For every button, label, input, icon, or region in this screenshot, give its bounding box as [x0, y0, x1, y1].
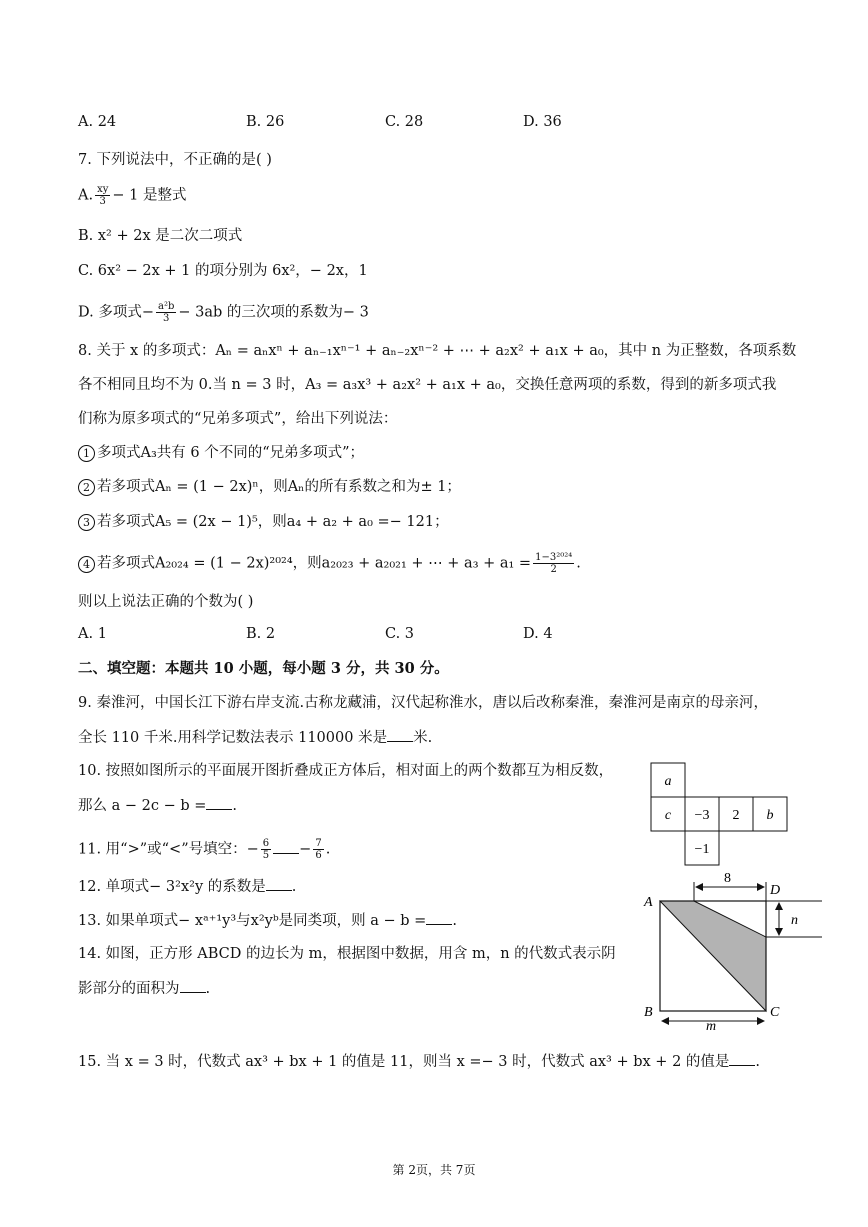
vertex-c-label: C [770, 1005, 780, 1020]
q10-line1: 10. 按照如图所示的平面展开图折叠成正方体后，相对面上的两个数都互为相反数， [78, 763, 614, 779]
dim-m-label: m [706, 1019, 717, 1030]
q9-line2 [78, 727, 432, 748]
q8-statement-2 [78, 477, 461, 497]
net-label-m3: −3 [694, 808, 710, 823]
q7-a-fraction [95, 184, 110, 207]
cube-net-figure [650, 762, 788, 866]
q8-statement-2-text: 若多项式Aₙ = (1 − 2x)ⁿ，则Aₙ的所有系数之和为± 1； [97, 479, 461, 495]
q7-option-d [78, 301, 369, 324]
q11-minus: − [299, 841, 312, 858]
square-abcd-figure [636, 870, 826, 1030]
q11-f2-numerator: 7 [315, 838, 322, 849]
q11-end: . [325, 841, 331, 858]
q8-statement-4-text: 若多项式A₂₀₂₄ = (1 − 2x)²⁰²⁴，则a₂₀₂₃ + a₂₀₂₁ + ⋯ + a₃ + a₁ = [97, 555, 532, 572]
shaded-region [660, 901, 766, 1011]
q7-option-c: C. 6x² − 2x + 1 的项分别为 6x²，− 2x，1 [78, 263, 368, 279]
q14-answer-blank[interactable] [180, 978, 206, 993]
q8-line2: 各不相同且均不为 0.当 n = 3 时，A₃ = a₃x³ + a₂x² + a₁x + a₀，交换任意两项的系数，得到的新多项式我 [78, 377, 777, 393]
q8-statement-4 [78, 552, 581, 575]
circled-number-icon: 3 [78, 514, 95, 531]
q13-answer-blank[interactable] [426, 910, 452, 925]
q7-a-prefix: A. [78, 187, 94, 204]
q9-text: 全长 110 千米.用科学记数法表示 110000 米是 [78, 730, 388, 746]
q9-answer-blank[interactable] [387, 727, 413, 742]
q7-a-numerator: xy [97, 184, 109, 195]
dim-n-label: n [791, 913, 798, 928]
q7-d-prefix: D. 多项式− [78, 304, 154, 321]
q12-answer-blank[interactable] [266, 876, 292, 891]
q7-option-b: B. x² + 2x 是二次二项式 [78, 228, 243, 244]
q11-f1-numerator: 6 [262, 838, 270, 849]
q11 [78, 838, 330, 861]
q7-d-denominator: 3 [162, 313, 170, 324]
net-label-c: c [664, 808, 672, 823]
q8-s4-denominator: 2 [550, 564, 557, 575]
q12 [78, 876, 296, 897]
q8-option-d: D. 4 [523, 626, 553, 642]
circled-number-icon: 2 [78, 479, 95, 496]
q8-s4-fraction [533, 552, 574, 575]
q8-statement-3 [78, 512, 449, 532]
dim-8-label: 8 [724, 871, 731, 886]
q11-fraction-2 [313, 838, 323, 861]
q12-end: . [291, 879, 297, 895]
q15-text: 15. 当 x = 3 时，代数式 ax³ + bx + 1 的值是 11，则当 x =− 3 时，代数式 ax³ + bx + 2 的值是 [78, 1054, 730, 1070]
q8-option-a: A. 1 [78, 626, 107, 642]
q8-option-b: B. 2 [246, 626, 276, 642]
q8-statement-1-text: 多项式A₃共有 6 个不同的“兄弟多项式”； [97, 445, 365, 461]
q8-option-c: C. 3 [385, 626, 415, 642]
q11-f2-denominator: 6 [315, 850, 322, 861]
q8-line1: 8. 关于 x 的多项式：Aₙ = aₙxⁿ + aₙ₋₁xⁿ⁻¹ + aₙ₋₂xⁿ⁻² + ⋯ + a₂x² + a₁x + a₀，其中 n 为正整数，各项系数 [78, 343, 797, 359]
q8-statement-1 [78, 443, 364, 463]
q8-line3: 们称为原多项式的“兄弟多项式”，给出下列说法： [78, 411, 398, 427]
q13-text: 13. 如果单项式− xᵃ⁺¹y³与x²yᵇ是同类项，则 a − b = [78, 913, 427, 929]
q11-fraction-1 [261, 838, 271, 861]
net-label-2: 2 [732, 808, 740, 823]
net-label-m1: −1 [694, 842, 710, 857]
q8-statement-3-text: 若多项式A₅ = (2x − 1)⁵，则a₄ + a₂ + a₀ =− 121； [97, 514, 449, 530]
q13-end: . [452, 913, 457, 929]
q15 [78, 1051, 760, 1072]
q12-text: 12. 单项式− 3²x²y 的系数是 [78, 879, 266, 895]
circled-number-icon: 1 [78, 445, 95, 462]
q9-line1: 9. 秦淮河，中国长江下游右岸支流.古称龙藏浦，汉代起称淮水，唐以后改称秦淮，秦淮河是南京的母亲河， [78, 695, 769, 711]
vertex-b-label: B [644, 1005, 653, 1020]
q7-d-rest: − 3ab 的三次项的系数为− 3 [178, 304, 369, 321]
q15-answer-blank[interactable] [729, 1051, 755, 1066]
q7-stem: 7. 下列说法中，不正确的是( ) [78, 152, 272, 168]
q8-ask: 则以上说法正确的个数为( ) [78, 594, 254, 610]
q14-text: 影部分的面积为 [78, 981, 180, 997]
q14-line2 [78, 978, 210, 999]
q11-f1-denominator: 5 [262, 850, 270, 861]
q8-s4-numerator: 1−3²⁰²⁴ [535, 552, 573, 563]
q7-d-numerator: a²b [157, 301, 175, 312]
q11-answer-blank[interactable] [273, 839, 299, 854]
q10-answer-blank[interactable] [206, 795, 232, 810]
q10-end: . [232, 798, 237, 814]
q13 [78, 910, 457, 931]
q7-option-a [78, 184, 186, 207]
q6-option-c: C. 28 [385, 114, 424, 130]
net-label-b: b [766, 808, 774, 823]
q10-line2 [78, 795, 237, 816]
vertex-d-label: D [770, 883, 781, 898]
q15-end: . [755, 1054, 761, 1070]
q6-option-b: B. 26 [246, 114, 285, 130]
q8-s4-end: . [576, 555, 581, 572]
q14-end: . [205, 981, 211, 997]
q9-end: 米. [413, 730, 433, 746]
q7-a-denominator: 3 [99, 196, 106, 207]
net-label-a: a [664, 774, 672, 789]
q14-line1: 14. 如图，正方形 ABCD 的边长为 m，根据图中数据，用含 m，n 的代数式表示阴 [78, 946, 616, 962]
q7-d-fraction [156, 301, 176, 324]
q10-text: 那么 a − 2c − b = [78, 798, 207, 814]
vertex-a-label: A [644, 895, 653, 910]
q6-option-d: D. 36 [523, 114, 562, 130]
q7-a-rest: − 1 是整式 [112, 187, 187, 204]
circled-number-icon: 4 [78, 556, 95, 573]
q6-option-a: A. 24 [78, 114, 117, 130]
section-2-heading: 二、填空题：本题共 10 小题，每小题 3 分，共 30 分。 [78, 660, 449, 677]
page-footer: 第 2页，共 7页 [392, 1163, 476, 1177]
q11-text: 11. 用“>”或“<”号填空：− [78, 841, 259, 858]
